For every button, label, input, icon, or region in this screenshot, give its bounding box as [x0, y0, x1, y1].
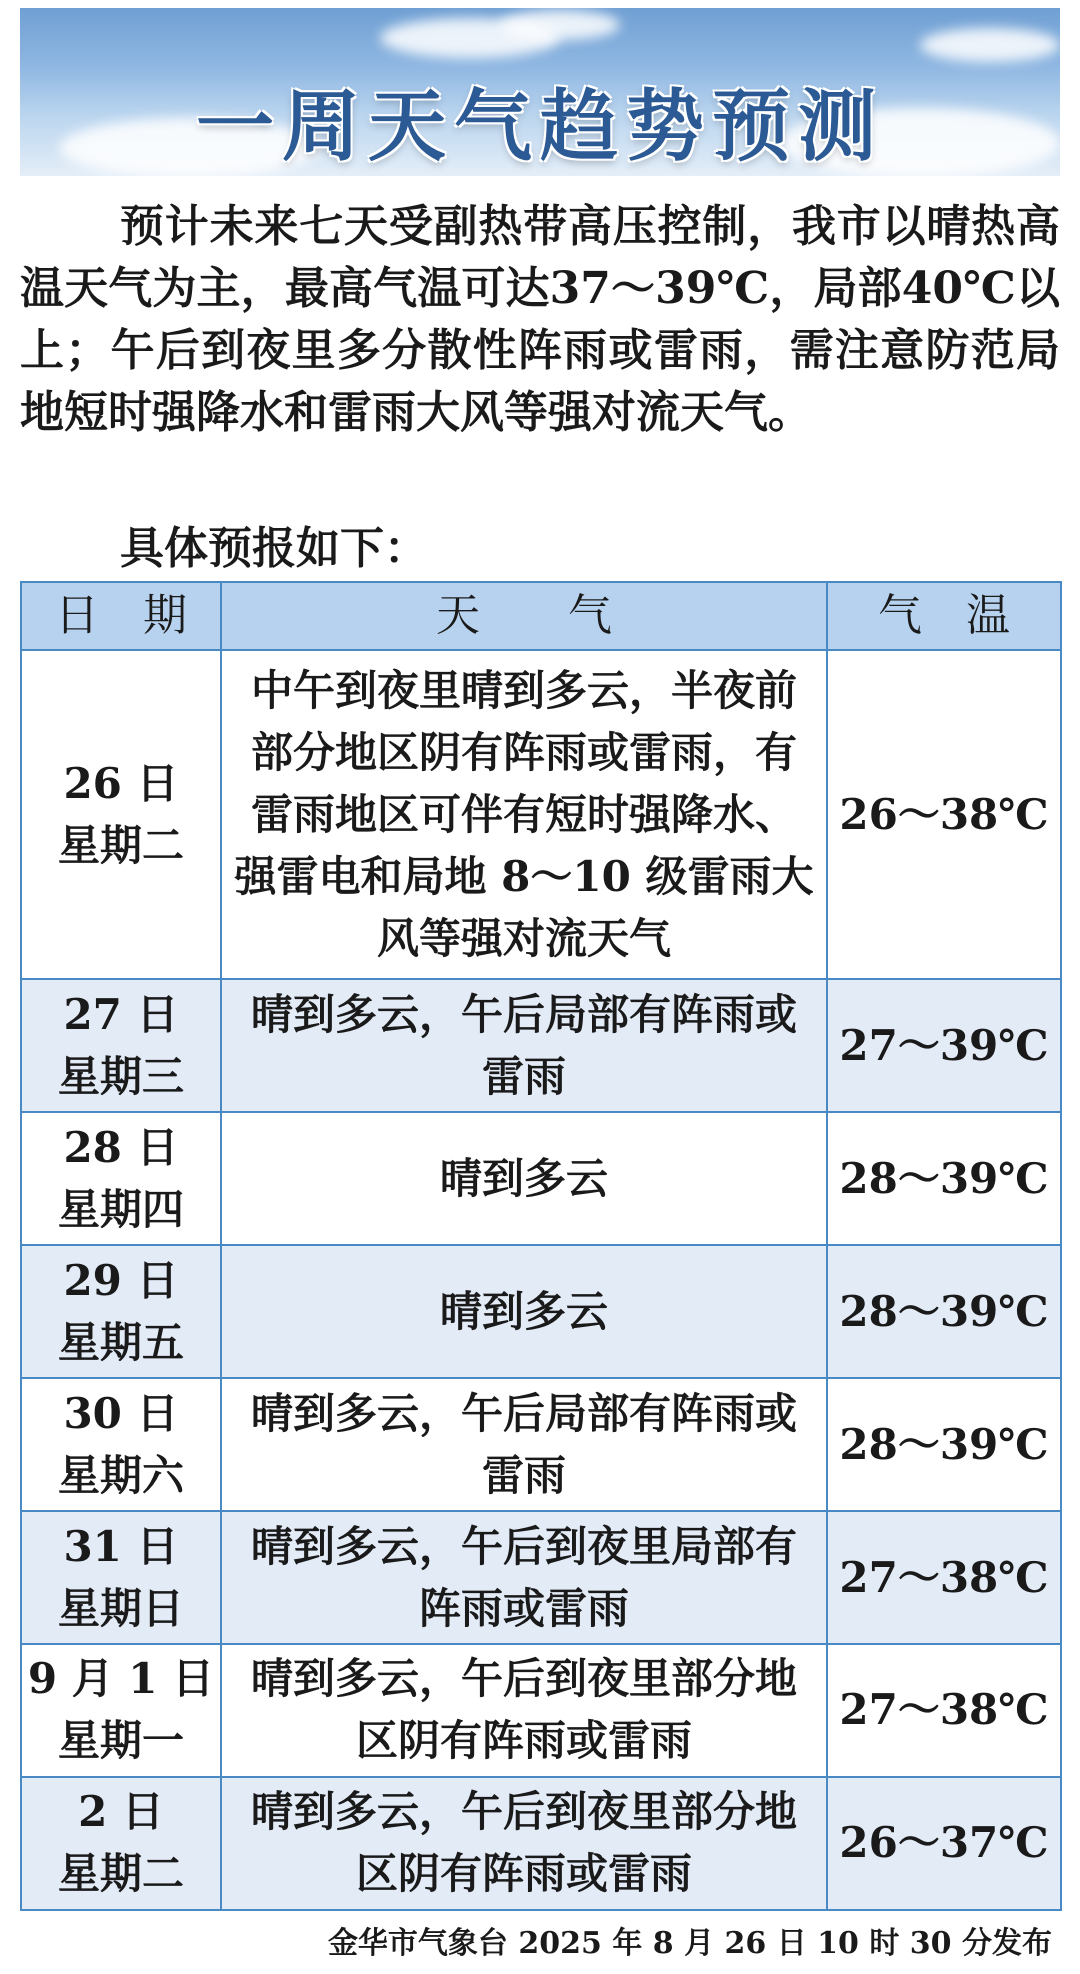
- weekday-label: 星期五: [57, 1317, 184, 1367]
- table-row: [21, 1378, 1061, 1511]
- weather-cell: [221, 1378, 827, 1511]
- weather-text: 晴到多云，午后局部有阵雨或雷雨: [250, 1388, 797, 1500]
- weekday-label: 星期二: [57, 1849, 184, 1899]
- day-label: 2 日: [78, 1787, 164, 1837]
- weather-text: 中午到夜里晴到多云，半夜前部分地区阴有阵雨或雷雨，有雷雨地区可伴有短时强降水、强雷电和局地 8～10 级雷雨大风等强对流天气: [234, 665, 814, 963]
- intro-paragraph: 预计未来七天受副热带高压控制，我市以晴热高温天气为主，最高气温可达37～39℃，局部40℃以上；午后到夜里多分散性阵雨或雷雨，需注意防范局地短时强降水和雷雨大风等强对流天气。: [20, 201, 1060, 438]
- header-weather: 天 气: [221, 582, 827, 650]
- weekday-label: 星期三: [57, 1051, 184, 1101]
- table-row: [21, 650, 1061, 979]
- temp-cell: 27～39℃: [827, 979, 1061, 1112]
- day-label: 29 日: [63, 1255, 179, 1305]
- weekday-label: 星期日: [57, 1583, 184, 1633]
- weather-cell: [221, 650, 827, 979]
- weather-cell: [221, 1777, 827, 1910]
- table-header-row: [21, 582, 1061, 650]
- table-row: [21, 1777, 1061, 1910]
- date-cell: [21, 979, 221, 1112]
- issue-footer: 金华市气象台 2025 年 8 月 26 日 10 时 30 分发布: [327, 1926, 1052, 1961]
- date-cell: [21, 1245, 221, 1378]
- date-cell: [21, 1112, 221, 1245]
- weekday-label: 星期二: [57, 820, 184, 870]
- date-cell: [21, 1777, 221, 1910]
- page-title: 一周天气趋势预测: [195, 81, 884, 172]
- day-label: 26 日: [63, 758, 179, 808]
- date-cell: [21, 1644, 221, 1777]
- intro-subheading: 具体预报如下：: [120, 523, 428, 574]
- table-row: [21, 1245, 1061, 1378]
- cloud-decoration: [500, 10, 620, 40]
- header-date: 日 期: [21, 582, 221, 650]
- day-label: 28 日: [63, 1122, 179, 1172]
- date-cell: [21, 650, 221, 979]
- table-row: [21, 1112, 1061, 1245]
- weekday-label: 星期六: [57, 1450, 184, 1500]
- table-row: [21, 1644, 1061, 1777]
- weather-cell: [221, 1511, 827, 1644]
- weather-cell: [221, 1644, 827, 1777]
- weather-text: 晴到多云: [439, 1153, 608, 1203]
- weather-text: 晴到多云，午后到夜里部分地区阴有阵雨或雷雨: [250, 1787, 797, 1899]
- temp-cell: 28～39℃: [827, 1378, 1061, 1511]
- day-label: 27 日: [63, 989, 179, 1039]
- weather-text: 晴到多云，午后到夜里局部有阵雨或雷雨: [250, 1521, 797, 1633]
- weekday-label: 星期一: [57, 1716, 184, 1766]
- table-row: [21, 1511, 1061, 1644]
- weather-text: 晴到多云: [439, 1286, 608, 1336]
- weather-cell: [221, 979, 827, 1112]
- header-temp: 气 温: [827, 582, 1061, 650]
- header-banner: [20, 8, 1060, 176]
- day-label: 9 月 1 日: [27, 1654, 215, 1704]
- temp-cell: 28～39℃: [827, 1245, 1061, 1378]
- forecast-table: [20, 581, 1062, 1911]
- temp-cell: 26～37℃: [827, 1777, 1061, 1910]
- temp-cell: 28～39℃: [827, 1112, 1061, 1245]
- temp-cell: 26～38℃: [827, 650, 1061, 979]
- day-label: 31 日: [63, 1521, 179, 1571]
- weather-cell: [221, 1245, 827, 1378]
- weather-text: 晴到多云，午后局部有阵雨或雷雨: [250, 989, 797, 1101]
- cloud-decoration: [920, 28, 1060, 62]
- weekday-label: 星期四: [57, 1184, 184, 1234]
- date-cell: [21, 1511, 221, 1644]
- weather-text: 晴到多云，午后到夜里部分地区阴有阵雨或雷雨: [250, 1654, 797, 1766]
- weather-cell: [221, 1112, 827, 1245]
- date-cell: [21, 1378, 221, 1511]
- table-row: [21, 979, 1061, 1112]
- temp-cell: 27～38℃: [827, 1511, 1061, 1644]
- day-label: 30 日: [63, 1388, 179, 1438]
- temp-cell: 27～38℃: [827, 1644, 1061, 1777]
